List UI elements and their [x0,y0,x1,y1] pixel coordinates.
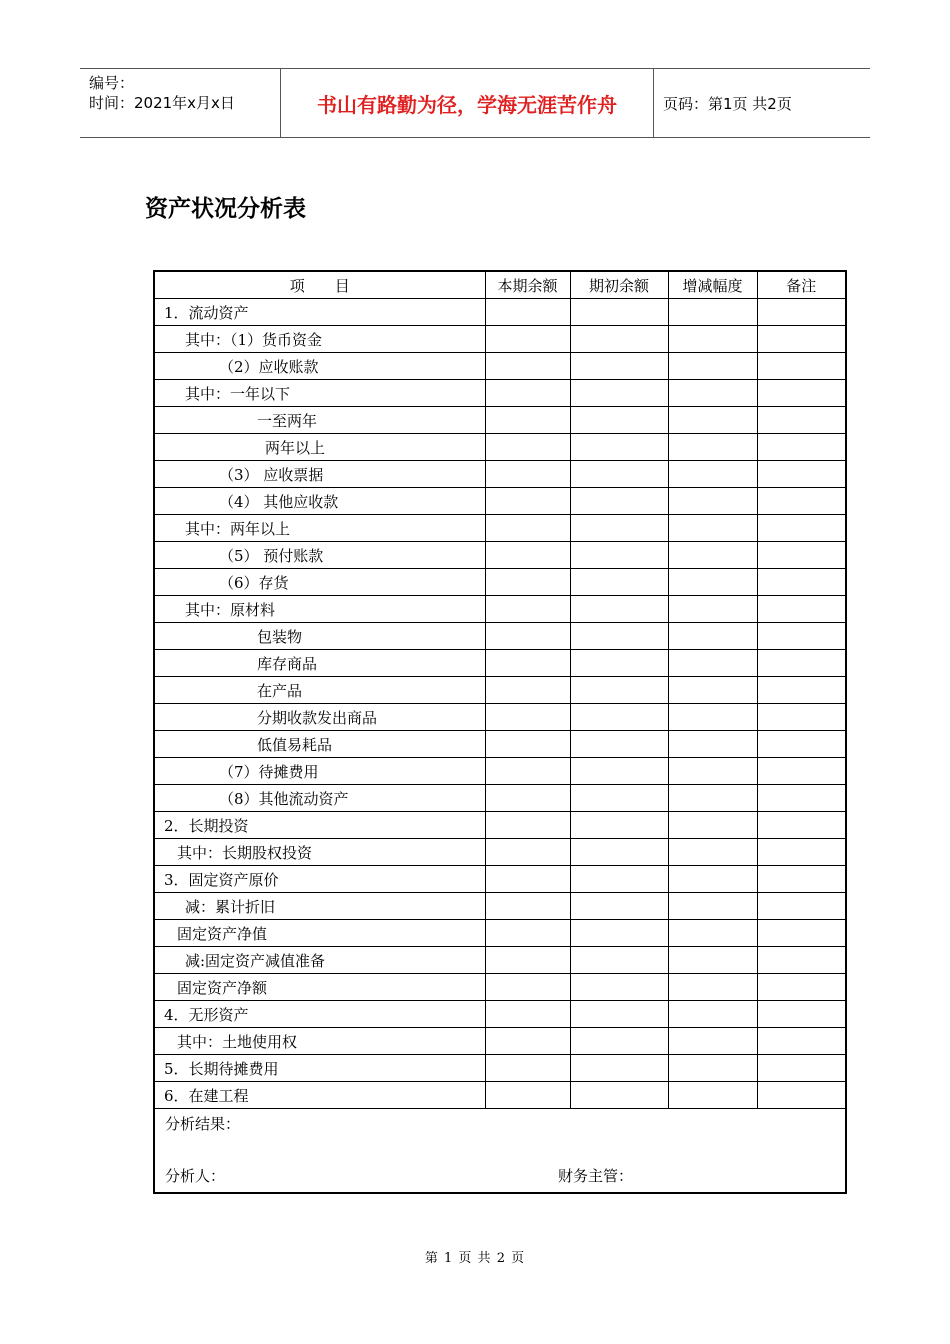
row-item-label: 6．在建工程 [154,1082,485,1109]
current-value-cell [485,731,570,758]
table-row [154,326,846,353]
row-item-label: 2．长期投资 [154,812,485,839]
row-item-label: （2）应收账款 [154,353,485,380]
column-header-opening: 期初余额 [570,271,668,299]
remark-cell [757,1082,846,1109]
table-row [154,704,846,731]
opening-value-cell [570,812,668,839]
remark-cell [757,407,846,434]
remark-cell [757,785,846,812]
current-value-cell [485,542,570,569]
opening-value-cell [570,299,668,326]
change-cell [668,299,757,326]
table-row [154,947,846,974]
remark-cell [757,1055,846,1082]
remark-cell [757,893,846,920]
remark-cell [757,758,846,785]
table-row [154,731,846,758]
remark-cell [757,866,846,893]
current-value-cell [485,839,570,866]
table-row [154,488,846,515]
current-value-cell [485,704,570,731]
current-value-cell [485,920,570,947]
remark-cell [757,731,846,758]
opening-value-cell [570,569,668,596]
opening-value-cell [570,677,668,704]
opening-value-cell [570,1028,668,1055]
change-cell [668,974,757,1001]
row-item-label: 固定资产净额 [154,974,485,1001]
remark-cell [757,299,846,326]
row-item-label: （8）其他流动资产 [154,785,485,812]
row-item-label: 包装物 [154,623,485,650]
current-value-cell [485,1082,570,1109]
table-row [154,839,846,866]
remark-cell [757,839,846,866]
change-cell [668,1082,757,1109]
table-row [154,866,846,893]
table-row [154,1001,846,1028]
current-value-cell [485,434,570,461]
document-title: 资产状况分析表 [145,196,306,222]
table-footer-row [154,1109,846,1194]
opening-value-cell [570,1001,668,1028]
opening-value-cell [570,974,668,1001]
opening-value-cell [570,866,668,893]
table-row [154,461,846,488]
table-header-row [154,271,846,299]
opening-value-cell [570,650,668,677]
page-number-footer: 第 1 页 共 2 页 [424,1251,526,1266]
remark-cell [757,596,846,623]
current-value-cell [485,812,570,839]
table-row [154,353,846,380]
analysis-result-label: 分析结果： [165,1115,241,1133]
table-row [154,812,846,839]
opening-value-cell [570,353,668,380]
change-cell [668,1001,757,1028]
table-row [154,677,846,704]
change-cell [668,650,757,677]
change-cell [668,407,757,434]
row-item-label: 库存商品 [154,650,485,677]
remark-cell [757,353,846,380]
remark-cell [757,947,846,974]
header-meta [80,69,281,137]
change-cell [668,677,757,704]
remark-cell [757,542,846,569]
remark-cell [757,1028,846,1055]
current-value-cell [485,299,570,326]
change-cell [668,893,757,920]
table-row [154,893,846,920]
opening-value-cell [570,785,668,812]
remark-cell [757,704,846,731]
remark-cell [757,380,846,407]
current-value-cell [485,893,570,920]
opening-value-cell [570,326,668,353]
remark-cell [757,920,846,947]
remark-cell [757,677,846,704]
change-cell [668,515,757,542]
table-row [154,380,846,407]
opening-value-cell [570,488,668,515]
change-cell [668,947,757,974]
current-value-cell [485,515,570,542]
change-cell [668,488,757,515]
change-cell [668,596,757,623]
change-cell [668,839,757,866]
opening-value-cell [570,515,668,542]
table-row [154,596,846,623]
time-label: 时间：2021年x月x日 [89,94,235,112]
row-item-label: 其中：一年以下 [154,380,485,407]
table-row [154,650,846,677]
column-header-change: 增减幅度 [668,271,757,299]
change-cell [668,704,757,731]
remark-cell [757,461,846,488]
row-item-label: 在产品 [154,677,485,704]
change-cell [668,623,757,650]
row-item-label: 一至两年 [154,407,485,434]
remark-cell [757,569,846,596]
remark-cell [757,1001,846,1028]
current-value-cell [485,326,570,353]
current-value-cell [485,1055,570,1082]
table-row [154,1082,846,1109]
row-item-label: 其中：长期股权投资 [154,839,485,866]
table-row [154,299,846,326]
remark-cell [757,515,846,542]
table-row [154,785,846,812]
row-item-label: （6）存货 [154,569,485,596]
current-value-cell [485,1001,570,1028]
current-value-cell [485,785,570,812]
row-item-label: 其中：两年以上 [154,515,485,542]
row-item-label: 减：累计折旧 [154,893,485,920]
change-cell [668,866,757,893]
opening-value-cell [570,731,668,758]
opening-value-cell [570,704,668,731]
row-item-label: 分期收款发出商品 [154,704,485,731]
row-item-label: 5．长期待摊费用 [154,1055,485,1082]
header-page-label: 页码：第1页 共2页 [663,94,792,113]
table-row [154,1028,846,1055]
change-cell [668,920,757,947]
table-row [154,1055,846,1082]
current-value-cell [485,1028,570,1055]
opening-value-cell [570,1055,668,1082]
row-item-label: 1．流动资产 [154,299,485,326]
remark-cell [757,974,846,1001]
change-cell [668,542,757,569]
change-cell [668,434,757,461]
column-header-current: 本期余额 [485,271,570,299]
current-value-cell [485,407,570,434]
change-cell [668,461,757,488]
current-value-cell [485,353,570,380]
opening-value-cell [570,839,668,866]
current-value-cell [485,974,570,1001]
row-item-label: （5） 预付账款 [154,542,485,569]
analyst-label: 分析人： [165,1167,226,1185]
change-cell [668,758,757,785]
table-row [154,758,846,785]
opening-value-cell [570,407,668,434]
row-item-label: 其中：原材料 [154,596,485,623]
change-cell [668,1055,757,1082]
table-body [154,299,846,1109]
current-value-cell [485,947,570,974]
asset-analysis-table [153,270,847,1194]
table-row [154,434,846,461]
table-row [154,974,846,1001]
remark-cell [757,650,846,677]
column-header-item: 项 目 [154,271,485,299]
remark-cell [757,488,846,515]
manager-label: 财务主管： [558,1167,634,1185]
header-motto: 书山有路勤为径，学海无涯苦作舟 [281,69,654,137]
table-row [154,407,846,434]
table-row [154,542,846,569]
table-row [154,515,846,542]
opening-value-cell [570,461,668,488]
current-value-cell [485,461,570,488]
opening-value-cell [570,920,668,947]
opening-value-cell [570,758,668,785]
table-row [154,623,846,650]
page-header [80,68,870,138]
opening-value-cell [570,434,668,461]
change-cell [668,380,757,407]
table-row [154,920,846,947]
row-item-label: 两年以上 [154,434,485,461]
opening-value-cell [570,542,668,569]
row-item-label: （4） 其他应收款 [154,488,485,515]
current-value-cell [485,650,570,677]
current-value-cell [485,596,570,623]
table-row [154,569,846,596]
remark-cell [757,812,846,839]
row-item-label: 其中：土地使用权 [154,1028,485,1055]
remark-cell [757,434,846,461]
analysis-footer [154,1109,846,1194]
opening-value-cell [570,623,668,650]
change-cell [668,1028,757,1055]
change-cell [668,785,757,812]
number-label: 编号： [89,74,135,92]
row-item-label: 减:固定资产减值准备 [154,947,485,974]
row-item-label: 3．固定资产原价 [154,866,485,893]
change-cell [668,731,757,758]
opening-value-cell [570,1082,668,1109]
remark-cell [757,326,846,353]
row-item-label: （7）待摊费用 [154,758,485,785]
current-value-cell [485,569,570,596]
current-value-cell [485,623,570,650]
opening-value-cell [570,947,668,974]
row-item-label: 固定资产净值 [154,920,485,947]
current-value-cell [485,866,570,893]
current-value-cell [485,380,570,407]
row-item-label: （3） 应收票据 [154,461,485,488]
current-value-cell [485,488,570,515]
change-cell [668,326,757,353]
change-cell [668,812,757,839]
change-cell [668,353,757,380]
row-item-label: 4．无形资产 [154,1001,485,1028]
opening-value-cell [570,893,668,920]
opening-value-cell [570,380,668,407]
current-value-cell [485,758,570,785]
current-value-cell [485,677,570,704]
column-header-remark: 备注 [757,271,846,299]
opening-value-cell [570,596,668,623]
row-item-label: 低值易耗品 [154,731,485,758]
row-item-label: 其中：（1）货币资金 [154,326,485,353]
remark-cell [757,623,846,650]
change-cell [668,569,757,596]
